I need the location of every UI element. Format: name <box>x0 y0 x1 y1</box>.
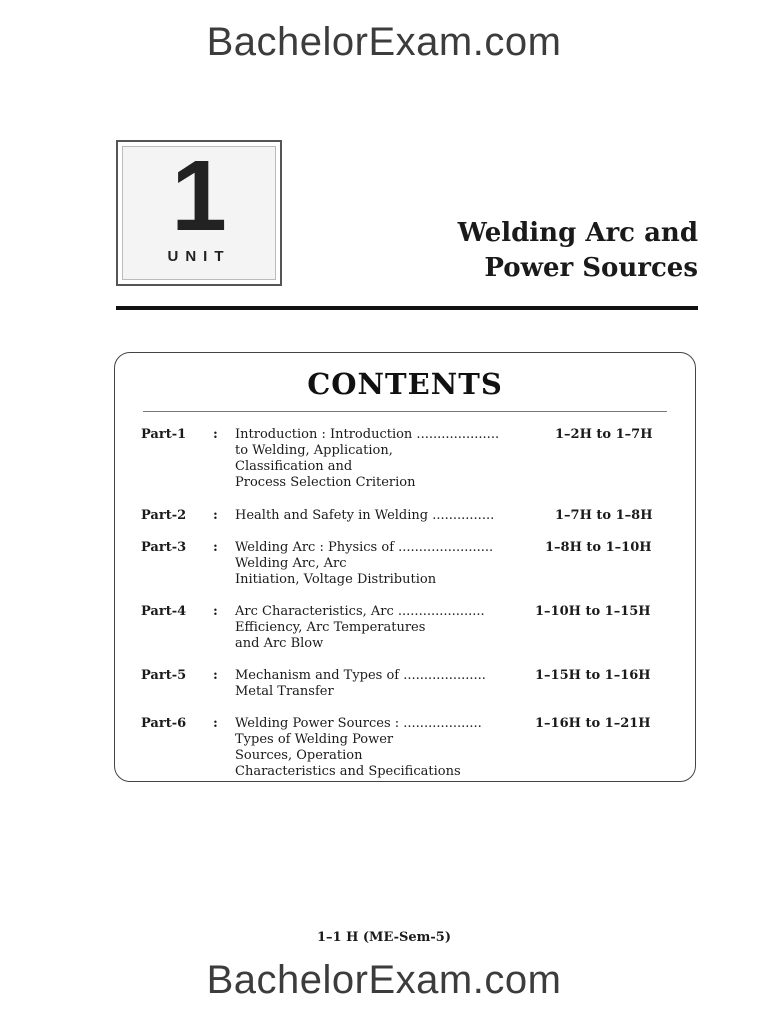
entry-title-continued <box>235 732 461 780</box>
entry-title-continued <box>235 443 416 491</box>
entry-line: Characteristics and Specifications <box>235 764 461 779</box>
part-label: Part-3 <box>141 540 187 555</box>
entry-title-continued <box>235 620 425 652</box>
page-range: 1–16H to 1–21H <box>535 716 651 731</box>
part-label: Part-1 <box>141 427 187 442</box>
part-colon: : <box>213 716 218 731</box>
entry-title: Mechanism and Types of .................... <box>235 668 486 683</box>
part-colon: : <box>213 604 218 619</box>
entry-line: Process Selection Criterion <box>235 475 416 490</box>
contents-divider <box>143 411 667 412</box>
entry-line: Classification and <box>235 459 353 474</box>
contents-panel <box>114 352 696 782</box>
entry-title: Arc Characteristics, Arc ..................... <box>235 604 485 619</box>
entry-title-continued <box>235 556 436 588</box>
page-range: 1–7H to 1–8H <box>555 508 653 523</box>
entry-title: Welding Arc : Physics of ....................... <box>235 540 494 555</box>
entry-line: Initiation, Voltage Distribution <box>235 572 437 587</box>
unit-badge <box>116 140 282 286</box>
entry-line: Welding Arc, Arc <box>235 556 347 571</box>
title-divider <box>116 306 698 310</box>
page-range: 1–8H to 1–10H <box>545 540 652 555</box>
contents-heading: CONTENTS <box>307 367 503 401</box>
unit-title <box>458 216 698 286</box>
part-label: Part-2 <box>141 508 187 523</box>
entry-title: Introduction : Introduction .................... <box>235 427 500 442</box>
entry-line: and Arc Blow <box>235 636 324 651</box>
part-colon: : <box>213 540 218 555</box>
entry-title: Welding Power Sources : ................... <box>235 716 482 731</box>
entry-line: Efficiency, Arc Temperatures <box>235 620 426 635</box>
part-colon: : <box>213 427 218 442</box>
watermark-bottom: BachelorExam.com <box>206 958 562 1002</box>
unit-title-line-1: Welding Arc and <box>457 218 698 248</box>
page-range: 1–2H to 1–7H <box>555 427 653 442</box>
entry-title: Health and Safety in Welding ............... <box>235 508 495 523</box>
part-label: Part-4 <box>141 604 187 619</box>
unit-title-line-2: Power Sources <box>484 253 698 283</box>
page-range: 1–15H to 1–16H <box>535 668 651 683</box>
unit-number: 1 <box>171 140 227 252</box>
entry-line: Types of Welding Power <box>235 732 394 747</box>
part-colon: : <box>213 668 218 683</box>
page-range: 1–10H to 1–15H <box>535 604 651 619</box>
unit-label: UNIT <box>167 248 231 265</box>
page-number-footer: 1–1 H (ME-Sem-5) <box>316 930 452 945</box>
entry-title-continued <box>235 684 334 700</box>
part-label: Part-5 <box>141 668 187 683</box>
watermark-top: BachelorExam.com <box>206 20 562 64</box>
part-colon: : <box>213 508 218 523</box>
entry-line: Sources, Operation <box>235 748 363 763</box>
part-label: Part-6 <box>141 716 187 731</box>
entry-line: to Welding, Application, <box>235 443 393 458</box>
entry-line: Metal Transfer <box>235 684 334 699</box>
